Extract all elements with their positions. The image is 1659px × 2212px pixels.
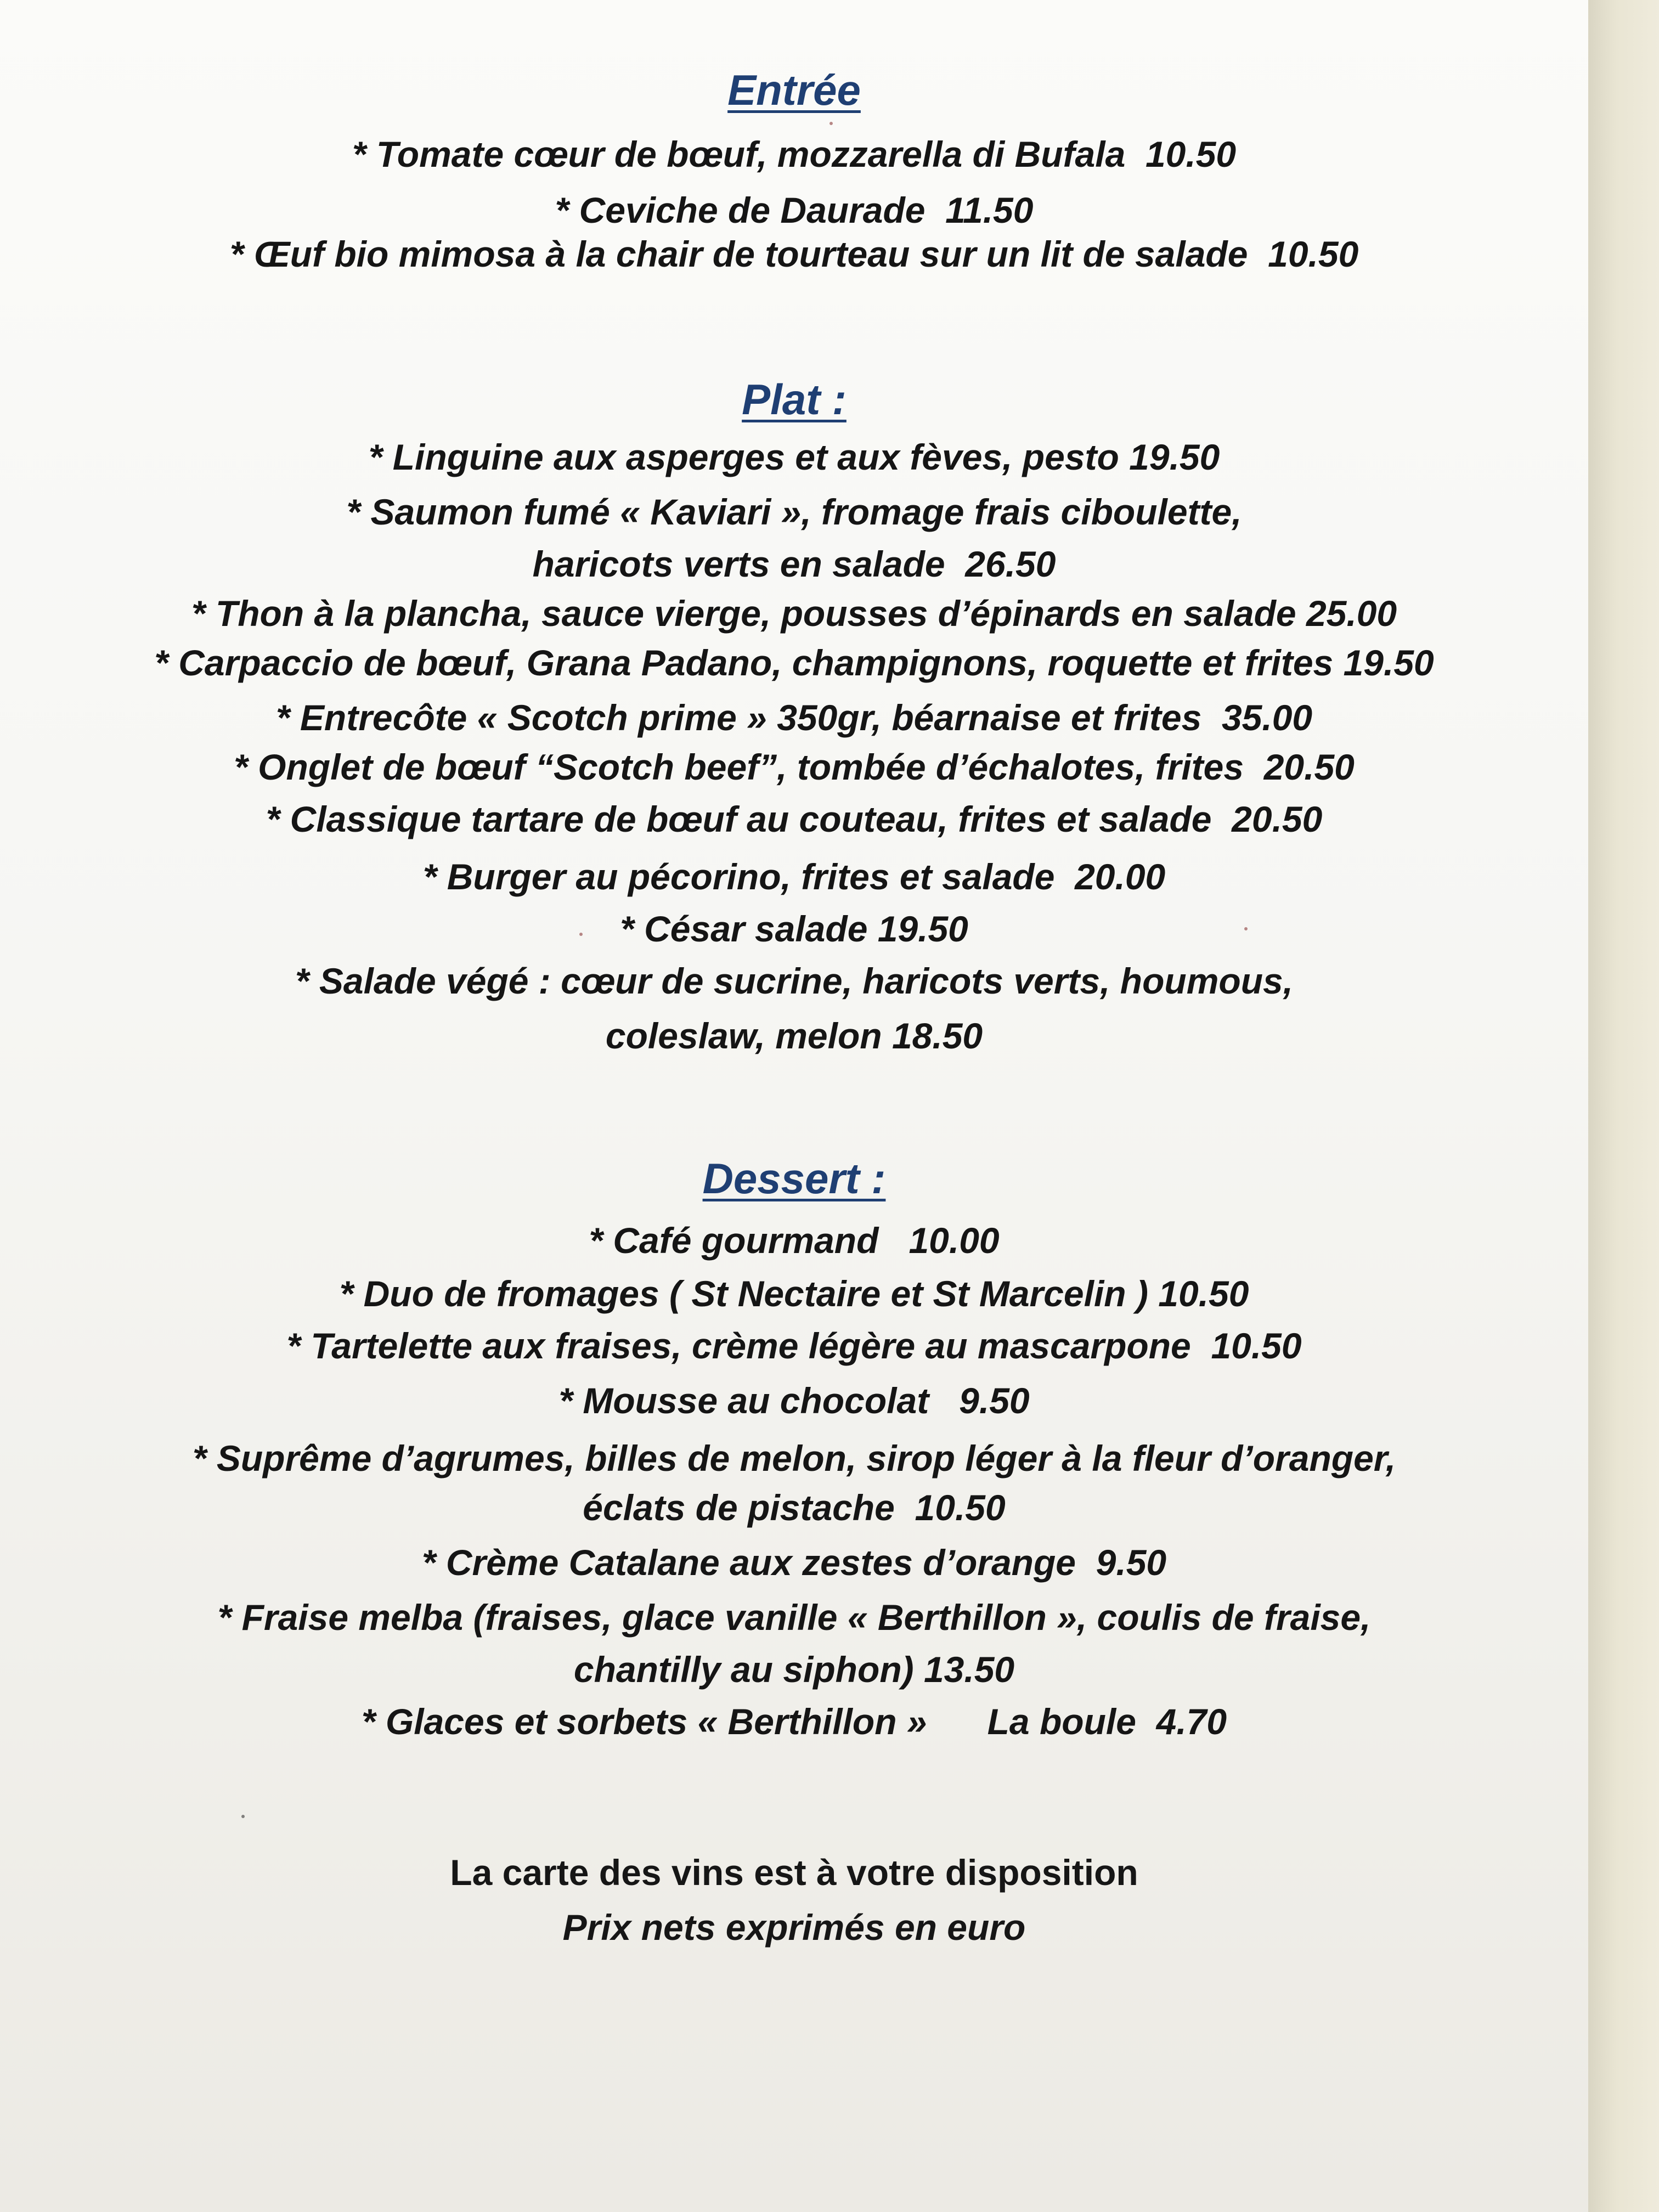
section-title-dessert: Dessert :: [702, 1154, 886, 1203]
menu-item: * Suprême d’agrumes, billes de melon, sirop léger à la fleur d’oranger,: [192, 1438, 1396, 1479]
menu-item: * Duo de fromages ( St Nectaire et St Marcelin ) 10.50: [339, 1273, 1249, 1314]
section-title-plat: Plat :: [742, 375, 847, 424]
paper-speck: [241, 1815, 245, 1818]
menu-item: * Tomate cœur de bœuf, mozzarella di Bufala 10.50: [352, 134, 1237, 174]
menu-item: * Onglet de bœuf “Scotch beef”, tombée d’échalotes, frites 20.50: [234, 747, 1355, 787]
paper-speck: [579, 933, 583, 936]
menu-item: * Classique tartare de bœuf au couteau, frites et salade 20.50: [266, 799, 1323, 839]
menu-item: * Œuf bio mimosa à la chair de tourteau sur un lit de salade 10.50: [229, 234, 1359, 274]
menu-item: * Tartelette aux fraises, crème légère au mascarpone 10.50: [286, 1325, 1302, 1366]
menu-item: * Mousse au chocolat 9.50: [558, 1380, 1030, 1421]
menu-item: coleslaw, melon 18.50: [605, 1015, 983, 1056]
menu-item: * Burger au pécorino, frites et salade 20.00: [422, 856, 1166, 897]
menu-item: * Salade végé : cœur de sucrine, haricots verts, houmous,: [295, 961, 1294, 1001]
paper-speck: [1244, 927, 1248, 930]
section-title-entree: Entrée: [727, 66, 861, 114]
table-background: [1588, 0, 1659, 2212]
footer-wine-list-note: La carte des vins est à votre disposition: [450, 1852, 1138, 1893]
menu-item: * Ceviche de Daurade 11.50: [555, 190, 1034, 230]
menu-item: éclats de pistache 10.50: [583, 1487, 1006, 1528]
paper-speck: [830, 122, 833, 125]
menu-item: * Saumon fumé « Kaviari », fromage frais ciboulette,: [346, 492, 1242, 532]
menu-item: * César salade 19.50: [620, 909, 968, 949]
menu-item: * Linguine aux asperges et aux fèves, pesto 19.50: [368, 437, 1220, 477]
menu-item: * Fraise melba (fraises, glace vanille « Berthillon », coulis de fraise,: [217, 1597, 1371, 1638]
footer-price-note: Prix nets exprimés en euro: [562, 1907, 1026, 1948]
menu-item: * Crème Catalane aux zestes d’orange 9.50: [421, 1542, 1167, 1583]
menu-item: * Carpaccio de bœuf, Grana Padano, champignons, roquette et frites 19.50: [154, 642, 1434, 683]
menu-item: * Café gourmand 10.00: [589, 1220, 1000, 1261]
menu-item: haricots verts en salade 26.50: [532, 544, 1056, 584]
menu-item: chantilly au siphon) 13.50: [573, 1649, 1015, 1690]
menu-item: * Thon à la plancha, sauce vierge, pousses d’épinards en salade 25.00: [191, 593, 1397, 634]
menu-item: * Entrecôte « Scotch prime » 350gr, béarnaise et frites 35.00: [275, 697, 1313, 738]
menu-item: * Glaces et sorbets « Berthillon » La boule 4.70: [361, 1701, 1227, 1742]
